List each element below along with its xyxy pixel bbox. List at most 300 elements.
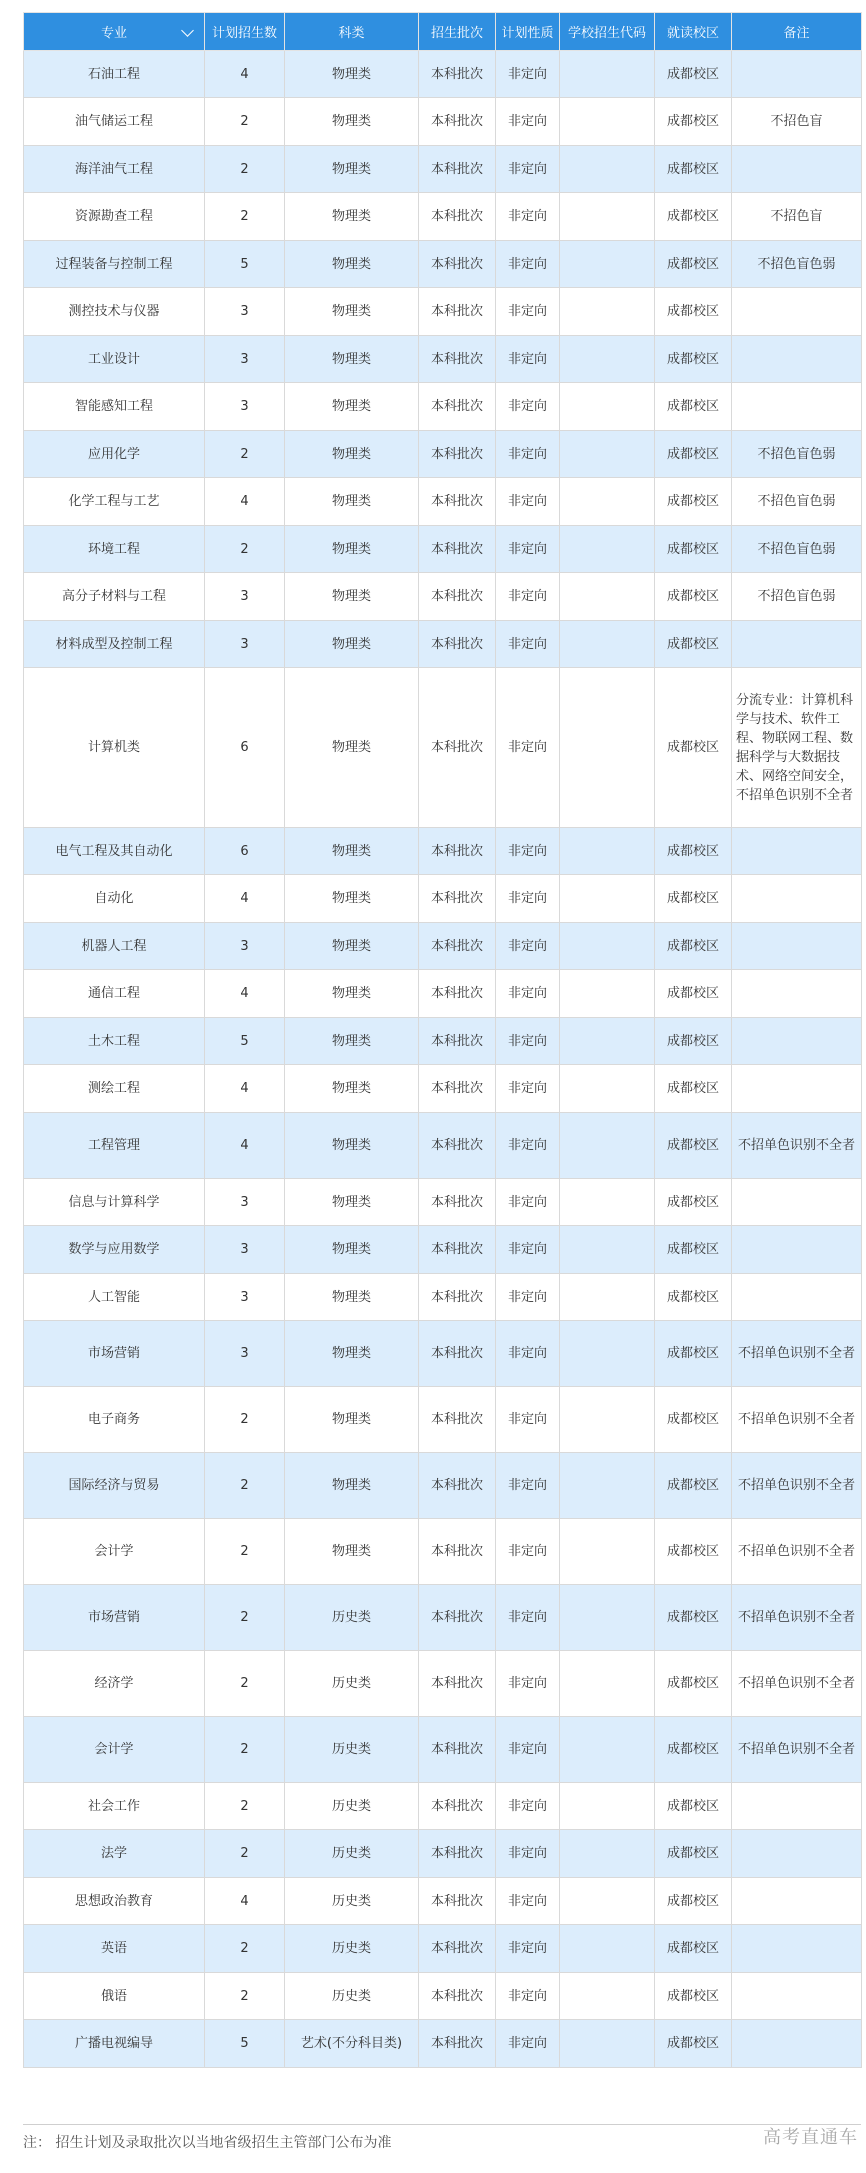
cell-major: 英语 xyxy=(24,1925,205,1973)
table-row xyxy=(24,1925,862,1973)
cell-plan-count: 3 xyxy=(205,1321,285,1387)
cell-remarks: 不招单色识别不全者 xyxy=(732,1717,862,1783)
table-row xyxy=(24,875,862,923)
cell-batch: 本科批次 xyxy=(419,621,496,668)
cell-batch: 本科批次 xyxy=(419,288,496,336)
cell-major: 测控技术与仪器 xyxy=(24,288,205,336)
header-batch: 招生批次 xyxy=(419,13,496,51)
cell-subject-type: 物理类 xyxy=(285,431,419,478)
cell-campus: 成都校区 xyxy=(655,1651,732,1717)
cell-subject-type: 历史类 xyxy=(285,1973,419,2020)
cell-subject-type: 物理类 xyxy=(285,1018,419,1065)
cell-plan-count: 2 xyxy=(205,1717,285,1783)
cell-school-code xyxy=(560,668,655,828)
cell-subject-type: 物理类 xyxy=(285,1274,419,1321)
table-row xyxy=(24,288,862,336)
cell-major: 会计学 xyxy=(24,1717,205,1783)
cell-major: 信息与计算科学 xyxy=(24,1179,205,1226)
cell-campus: 成都校区 xyxy=(655,478,732,526)
chevron-down-icon[interactable] xyxy=(181,24,194,37)
cell-subject-type: 历史类 xyxy=(285,1651,419,1717)
table-body xyxy=(24,51,862,2068)
brand-watermark: 高考直通车 xyxy=(763,2127,858,2148)
cell-major: 机器人工程 xyxy=(24,923,205,970)
cell-major: 俄语 xyxy=(24,1973,205,2020)
cell-campus: 成都校区 xyxy=(655,1453,732,1519)
cell-plan-count: 3 xyxy=(205,1226,285,1274)
cell-remarks xyxy=(732,970,862,1018)
cell-school-code xyxy=(560,193,655,241)
cell-plan-nature: 非定向 xyxy=(496,146,560,193)
cell-subject-type: 物理类 xyxy=(285,1519,419,1585)
table-row xyxy=(24,336,862,383)
cell-plan-count: 2 xyxy=(205,1830,285,1878)
cell-remarks: 不招色盲色弱 xyxy=(732,241,862,288)
cell-school-code xyxy=(560,875,655,923)
cell-school-code xyxy=(560,98,655,146)
cell-major: 工程管理 xyxy=(24,1113,205,1179)
cell-batch: 本科批次 xyxy=(419,1651,496,1717)
cell-major: 土木工程 xyxy=(24,1018,205,1065)
cell-campus: 成都校区 xyxy=(655,621,732,668)
cell-batch: 本科批次 xyxy=(419,1179,496,1226)
cell-subject-type: 历史类 xyxy=(285,1830,419,1878)
cell-school-code xyxy=(560,923,655,970)
cell-batch: 本科批次 xyxy=(419,1453,496,1519)
cell-plan-count: 2 xyxy=(205,1387,285,1453)
cell-campus: 成都校区 xyxy=(655,288,732,336)
cell-major: 高分子材料与工程 xyxy=(24,573,205,621)
cell-major: 数学与应用数学 xyxy=(24,1226,205,1274)
cell-batch: 本科批次 xyxy=(419,1065,496,1113)
cell-campus: 成都校区 xyxy=(655,1717,732,1783)
footer-note: 注： 招生计划及录取批次以当地省级招生主管部门公布为准 xyxy=(23,2135,392,2151)
cell-campus: 成都校区 xyxy=(655,146,732,193)
cell-major: 法学 xyxy=(24,1830,205,1878)
cell-major: 广播电视编导 xyxy=(24,2020,205,2068)
cell-remarks xyxy=(732,336,862,383)
cell-batch: 本科批次 xyxy=(419,1830,496,1878)
cell-school-code xyxy=(560,1453,655,1519)
cell-subject-type: 历史类 xyxy=(285,1925,419,1973)
table-row xyxy=(24,1585,862,1651)
cell-remarks: 不招色盲 xyxy=(732,98,862,146)
cell-school-code xyxy=(560,1226,655,1274)
header-remarks: 备注 xyxy=(732,13,862,51)
cell-remarks xyxy=(732,1179,862,1226)
header-school-code: 学校招生代码 xyxy=(560,13,655,51)
cell-batch: 本科批次 xyxy=(419,1274,496,1321)
cell-remarks: 不招单色识别不全者 xyxy=(732,1321,862,1387)
cell-major: 过程装备与控制工程 xyxy=(24,241,205,288)
cell-school-code xyxy=(560,1585,655,1651)
cell-school-code xyxy=(560,573,655,621)
cell-remarks xyxy=(732,1226,862,1274)
cell-campus: 成都校区 xyxy=(655,1065,732,1113)
cell-plan-nature: 非定向 xyxy=(496,1113,560,1179)
cell-plan-count: 2 xyxy=(205,1519,285,1585)
cell-plan-nature: 非定向 xyxy=(496,1321,560,1387)
cell-plan-count: 2 xyxy=(205,1925,285,1973)
cell-remarks xyxy=(732,2020,862,2068)
table-row xyxy=(24,1519,862,1585)
cell-plan-count: 3 xyxy=(205,1274,285,1321)
cell-campus: 成都校区 xyxy=(655,336,732,383)
cell-major: 市场营销 xyxy=(24,1321,205,1387)
cell-subject-type: 物理类 xyxy=(285,1321,419,1387)
cell-plan-nature: 非定向 xyxy=(496,1179,560,1226)
cell-campus: 成都校区 xyxy=(655,1925,732,1973)
cell-major: 自动化 xyxy=(24,875,205,923)
cell-subject-type: 历史类 xyxy=(285,1717,419,1783)
cell-batch: 本科批次 xyxy=(419,1018,496,1065)
cell-plan-nature: 非定向 xyxy=(496,1651,560,1717)
cell-school-code xyxy=(560,1973,655,2020)
cell-plan-count: 2 xyxy=(205,193,285,241)
cell-major: 会计学 xyxy=(24,1519,205,1585)
table-row xyxy=(24,923,862,970)
cell-remarks xyxy=(732,146,862,193)
cell-school-code xyxy=(560,2020,655,2068)
cell-plan-nature: 非定向 xyxy=(496,478,560,526)
cell-plan-count: 2 xyxy=(205,1585,285,1651)
cell-plan-nature: 非定向 xyxy=(496,526,560,573)
table-row xyxy=(24,621,862,668)
header-major-label: 专业 xyxy=(100,26,127,41)
table-header-row xyxy=(24,13,862,51)
cell-plan-nature: 非定向 xyxy=(496,2020,560,2068)
cell-major: 电子商务 xyxy=(24,1387,205,1453)
cell-plan-count: 3 xyxy=(205,383,285,431)
cell-subject-type: 物理类 xyxy=(285,478,419,526)
header-plan-count: 计划招生数 xyxy=(205,13,285,51)
cell-school-code xyxy=(560,1018,655,1065)
table-row xyxy=(24,1179,862,1226)
cell-plan-nature: 非定向 xyxy=(496,923,560,970)
cell-batch: 本科批次 xyxy=(419,1973,496,2020)
table-row xyxy=(24,573,862,621)
cell-plan-nature: 非定向 xyxy=(496,1065,560,1113)
table-row xyxy=(24,1783,862,1830)
cell-subject-type: 物理类 xyxy=(285,241,419,288)
cell-subject-type: 物理类 xyxy=(285,146,419,193)
cell-plan-nature: 非定向 xyxy=(496,1585,560,1651)
cell-plan-count: 4 xyxy=(205,1113,285,1179)
cell-subject-type: 物理类 xyxy=(285,336,419,383)
cell-batch: 本科批次 xyxy=(419,146,496,193)
cell-subject-type: 物理类 xyxy=(285,98,419,146)
cell-school-code xyxy=(560,1830,655,1878)
cell-plan-nature: 非定向 xyxy=(496,573,560,621)
cell-subject-type: 物理类 xyxy=(285,923,419,970)
cell-plan-nature: 非定向 xyxy=(496,1925,560,1973)
cell-plan-nature: 非定向 xyxy=(496,875,560,923)
cell-remarks: 不招单色识别不全者 xyxy=(732,1453,862,1519)
cell-major: 电气工程及其自动化 xyxy=(24,828,205,875)
cell-plan-nature: 非定向 xyxy=(496,828,560,875)
header-plan-nature: 计划性质 xyxy=(496,13,560,51)
cell-subject-type: 历史类 xyxy=(285,1783,419,1830)
cell-subject-type: 物理类 xyxy=(285,1226,419,1274)
cell-campus: 成都校区 xyxy=(655,526,732,573)
cell-batch: 本科批次 xyxy=(419,98,496,146)
cell-campus: 成都校区 xyxy=(655,1321,732,1387)
cell-plan-count: 5 xyxy=(205,1018,285,1065)
cell-remarks: 分流专业：计算机科学与技术、软件工程、物联网工程、数据科学与大数据技术、网络空间安全，不招单色识别不全者 xyxy=(732,668,862,828)
cell-major: 社会工作 xyxy=(24,1783,205,1830)
cell-subject-type: 物理类 xyxy=(285,193,419,241)
cell-school-code xyxy=(560,1925,655,1973)
cell-major: 计算机类 xyxy=(24,668,205,828)
table-row xyxy=(24,478,862,526)
cell-remarks xyxy=(732,875,862,923)
cell-batch: 本科批次 xyxy=(419,51,496,98)
cell-plan-count: 2 xyxy=(205,146,285,193)
cell-campus: 成都校区 xyxy=(655,828,732,875)
table-row xyxy=(24,241,862,288)
cell-plan-count: 3 xyxy=(205,288,285,336)
cell-plan-count: 2 xyxy=(205,1783,285,1830)
cell-school-code xyxy=(560,1113,655,1179)
cell-plan-count: 4 xyxy=(205,875,285,923)
cell-plan-nature: 非定向 xyxy=(496,288,560,336)
cell-school-code xyxy=(560,1783,655,1830)
cell-plan-count: 3 xyxy=(205,923,285,970)
cell-plan-nature: 非定向 xyxy=(496,431,560,478)
cell-school-code xyxy=(560,1065,655,1113)
table-row xyxy=(24,526,862,573)
table-row xyxy=(24,1717,862,1783)
header-subject-type: 科类 xyxy=(285,13,419,51)
cell-plan-nature: 非定向 xyxy=(496,98,560,146)
cell-batch: 本科批次 xyxy=(419,970,496,1018)
cell-school-code xyxy=(560,621,655,668)
cell-plan-count: 4 xyxy=(205,970,285,1018)
cell-subject-type: 物理类 xyxy=(285,621,419,668)
table-row xyxy=(24,1226,862,1274)
cell-remarks: 不招色盲色弱 xyxy=(732,573,862,621)
cell-remarks: 不招单色识别不全者 xyxy=(732,1113,862,1179)
cell-subject-type: 艺术(不分科目类) xyxy=(285,2020,419,2068)
cell-batch: 本科批次 xyxy=(419,1387,496,1453)
cell-major: 经济学 xyxy=(24,1651,205,1717)
cell-plan-count: 6 xyxy=(205,828,285,875)
cell-campus: 成都校区 xyxy=(655,1783,732,1830)
cell-campus: 成都校区 xyxy=(655,383,732,431)
cell-school-code xyxy=(560,1387,655,1453)
cell-subject-type: 物理类 xyxy=(285,1065,419,1113)
cell-batch: 本科批次 xyxy=(419,1585,496,1651)
cell-plan-count: 2 xyxy=(205,526,285,573)
header-major[interactable] xyxy=(24,13,205,51)
cell-major: 海洋油气工程 xyxy=(24,146,205,193)
cell-subject-type: 物理类 xyxy=(285,573,419,621)
cell-plan-count: 4 xyxy=(205,51,285,98)
cell-plan-count: 2 xyxy=(205,1651,285,1717)
cell-plan-count: 3 xyxy=(205,1179,285,1226)
table-row xyxy=(24,1453,862,1519)
cell-remarks xyxy=(732,828,862,875)
cell-school-code xyxy=(560,336,655,383)
cell-plan-nature: 非定向 xyxy=(496,970,560,1018)
cell-remarks: 不招色盲 xyxy=(732,193,862,241)
cell-campus: 成都校区 xyxy=(655,1973,732,2020)
table-row xyxy=(24,1113,862,1179)
cell-batch: 本科批次 xyxy=(419,336,496,383)
cell-batch: 本科批次 xyxy=(419,1519,496,1585)
cell-batch: 本科批次 xyxy=(419,383,496,431)
cell-school-code xyxy=(560,1717,655,1783)
cell-school-code xyxy=(560,1274,655,1321)
footer-divider xyxy=(23,2124,861,2125)
cell-school-code xyxy=(560,1651,655,1717)
cell-remarks xyxy=(732,1018,862,1065)
cell-plan-nature: 非定向 xyxy=(496,1226,560,1274)
table-row xyxy=(24,1878,862,1925)
cell-batch: 本科批次 xyxy=(419,1321,496,1387)
cell-plan-nature: 非定向 xyxy=(496,621,560,668)
cell-campus: 成都校区 xyxy=(655,923,732,970)
cell-batch: 本科批次 xyxy=(419,573,496,621)
cell-school-code xyxy=(560,526,655,573)
cell-campus: 成都校区 xyxy=(655,1387,732,1453)
cell-campus: 成都校区 xyxy=(655,1519,732,1585)
cell-batch: 本科批次 xyxy=(419,193,496,241)
cell-major: 环境工程 xyxy=(24,526,205,573)
cell-school-code xyxy=(560,478,655,526)
cell-plan-count: 3 xyxy=(205,336,285,383)
table-row xyxy=(24,1065,862,1113)
table-row xyxy=(24,2020,862,2068)
cell-remarks xyxy=(732,1925,862,1973)
cell-batch: 本科批次 xyxy=(419,1717,496,1783)
cell-school-code xyxy=(560,970,655,1018)
cell-plan-nature: 非定向 xyxy=(496,1274,560,1321)
admission-plan-table xyxy=(23,12,862,2068)
cell-campus: 成都校区 xyxy=(655,1878,732,1925)
header-campus: 就读校区 xyxy=(655,13,732,51)
table-row xyxy=(24,1651,862,1717)
cell-campus: 成都校区 xyxy=(655,2020,732,2068)
cell-batch: 本科批次 xyxy=(419,1925,496,1973)
table-row xyxy=(24,51,862,98)
cell-subject-type: 物理类 xyxy=(285,1387,419,1453)
cell-plan-count: 2 xyxy=(205,1453,285,1519)
cell-batch: 本科批次 xyxy=(419,431,496,478)
cell-plan-nature: 非定向 xyxy=(496,1973,560,2020)
cell-campus: 成都校区 xyxy=(655,1585,732,1651)
cell-remarks: 不招色盲色弱 xyxy=(732,431,862,478)
cell-major: 通信工程 xyxy=(24,970,205,1018)
table-row xyxy=(24,431,862,478)
cell-subject-type: 历史类 xyxy=(285,1878,419,1925)
cell-school-code xyxy=(560,383,655,431)
cell-plan-nature: 非定向 xyxy=(496,1018,560,1065)
cell-major: 资源勘查工程 xyxy=(24,193,205,241)
cell-remarks xyxy=(732,1878,862,1925)
cell-school-code xyxy=(560,1878,655,1925)
cell-major: 思想政治教育 xyxy=(24,1878,205,1925)
cell-plan-count: 2 xyxy=(205,431,285,478)
cell-school-code xyxy=(560,51,655,98)
cell-major: 石油工程 xyxy=(24,51,205,98)
cell-school-code xyxy=(560,241,655,288)
cell-campus: 成都校区 xyxy=(655,1179,732,1226)
cell-batch: 本科批次 xyxy=(419,1878,496,1925)
cell-batch: 本科批次 xyxy=(419,478,496,526)
cell-plan-nature: 非定向 xyxy=(496,1717,560,1783)
cell-subject-type: 物理类 xyxy=(285,288,419,336)
cell-subject-type: 物理类 xyxy=(285,1453,419,1519)
cell-campus: 成都校区 xyxy=(655,1113,732,1179)
cell-remarks: 不招单色识别不全者 xyxy=(732,1519,862,1585)
cell-campus: 成都校区 xyxy=(655,1018,732,1065)
table-row xyxy=(24,828,862,875)
cell-subject-type: 物理类 xyxy=(285,1179,419,1226)
cell-school-code xyxy=(560,1321,655,1387)
cell-batch: 本科批次 xyxy=(419,526,496,573)
cell-school-code xyxy=(560,146,655,193)
cell-campus: 成都校区 xyxy=(655,1830,732,1878)
cell-remarks: 不招单色识别不全者 xyxy=(732,1387,862,1453)
cell-remarks xyxy=(732,1065,862,1113)
cell-batch: 本科批次 xyxy=(419,923,496,970)
table-row xyxy=(24,668,862,828)
cell-campus: 成都校区 xyxy=(655,970,732,1018)
cell-school-code xyxy=(560,1179,655,1226)
cell-plan-nature: 非定向 xyxy=(496,336,560,383)
cell-remarks: 不招单色识别不全者 xyxy=(732,1651,862,1717)
cell-plan-nature: 非定向 xyxy=(496,1783,560,1830)
cell-major: 市场营销 xyxy=(24,1585,205,1651)
cell-plan-count: 2 xyxy=(205,98,285,146)
cell-campus: 成都校区 xyxy=(655,51,732,98)
table-row xyxy=(24,1973,862,2020)
cell-batch: 本科批次 xyxy=(419,1226,496,1274)
cell-remarks xyxy=(732,923,862,970)
cell-plan-nature: 非定向 xyxy=(496,1519,560,1585)
cell-remarks xyxy=(732,1274,862,1321)
cell-major: 国际经济与贸易 xyxy=(24,1453,205,1519)
cell-plan-count: 5 xyxy=(205,2020,285,2068)
cell-major: 测绘工程 xyxy=(24,1065,205,1113)
cell-subject-type: 物理类 xyxy=(285,51,419,98)
cell-batch: 本科批次 xyxy=(419,668,496,828)
cell-plan-count: 3 xyxy=(205,621,285,668)
cell-campus: 成都校区 xyxy=(655,98,732,146)
cell-remarks xyxy=(732,51,862,98)
cell-plan-nature: 非定向 xyxy=(496,1453,560,1519)
cell-plan-nature: 非定向 xyxy=(496,193,560,241)
cell-school-code xyxy=(560,828,655,875)
cell-campus: 成都校区 xyxy=(655,193,732,241)
cell-campus: 成都校区 xyxy=(655,668,732,828)
cell-campus: 成都校区 xyxy=(655,241,732,288)
cell-major: 应用化学 xyxy=(24,431,205,478)
cell-remarks xyxy=(732,1973,862,2020)
cell-plan-nature: 非定向 xyxy=(496,1387,560,1453)
cell-major: 化学工程与工艺 xyxy=(24,478,205,526)
cell-plan-count: 4 xyxy=(205,1065,285,1113)
cell-remarks xyxy=(732,288,862,336)
table-row xyxy=(24,970,862,1018)
cell-subject-type: 物理类 xyxy=(285,828,419,875)
cell-batch: 本科批次 xyxy=(419,828,496,875)
cell-remarks: 不招色盲色弱 xyxy=(732,478,862,526)
cell-subject-type: 历史类 xyxy=(285,1585,419,1651)
cell-plan-nature: 非定向 xyxy=(496,241,560,288)
cell-remarks: 不招单色识别不全者 xyxy=(732,1585,862,1651)
